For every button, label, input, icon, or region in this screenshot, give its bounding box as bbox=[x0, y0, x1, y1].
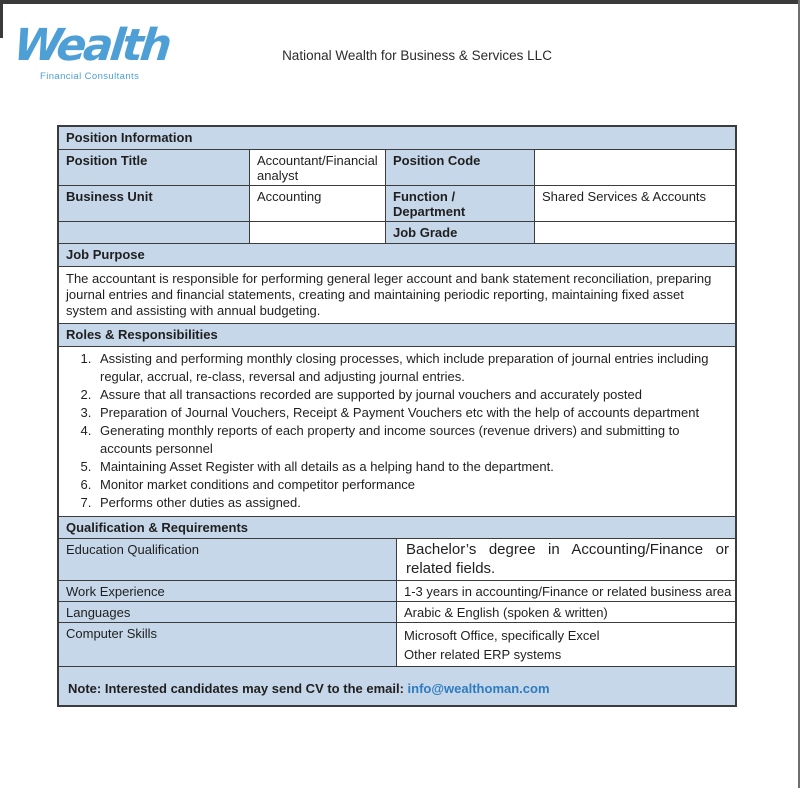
email-link[interactable]: info@wealthoman.com bbox=[407, 681, 550, 696]
logo-tagline: Financial Consultants bbox=[40, 71, 140, 83]
qual-label-computer-skills: Computer Skills bbox=[59, 623, 396, 666]
responsibility-item: 5. Maintaining Asset Register with all details as a helping hand to the department. bbox=[95, 458, 727, 476]
footer-note-label: Note: Interested candidates may send CV to the email: bbox=[68, 681, 404, 696]
table-row bbox=[59, 538, 735, 580]
table-row bbox=[59, 580, 735, 601]
section-title: Roles & Responsibilities bbox=[59, 324, 735, 346]
scan-edge-top bbox=[0, 0, 800, 4]
qual-value-work-experience: 1-3 years in accounting/Finance or related business area bbox=[396, 581, 739, 601]
field-label-position-code: Position Code bbox=[385, 150, 534, 185]
computer-skills-line-2: Other related ERP systems bbox=[404, 647, 562, 662]
responsibility-item: 2. Assure that all transactions recorded are supported by journal vouchers and accurately posted bbox=[95, 386, 727, 404]
table-row bbox=[59, 601, 735, 622]
section-title: Qualification & Requirements bbox=[59, 517, 735, 538]
field-value-position-code bbox=[534, 150, 739, 185]
table-row bbox=[59, 622, 735, 666]
field-value-function-department: Shared Services & Accounts bbox=[534, 186, 739, 221]
scan-edge-left bbox=[0, 0, 3, 38]
field-value-position-title: Accountant/Financial analyst bbox=[249, 150, 385, 185]
qual-value-languages: Arabic & English (spoken & written) bbox=[396, 602, 739, 622]
field-label-business-unit: Business Unit bbox=[59, 186, 249, 221]
field-value-job-grade bbox=[534, 222, 739, 243]
table-row bbox=[59, 185, 735, 221]
section-title: Position Information bbox=[59, 127, 735, 149]
qual-label-languages: Languages bbox=[59, 602, 396, 622]
job-description-table bbox=[57, 125, 737, 707]
field-value-business-unit: Accounting bbox=[249, 186, 385, 221]
responsibility-item: 4. Generating monthly reports of each property and income sources (revenue drivers) and submitting to accounts personnel bbox=[95, 422, 727, 458]
section-header-qualification-requirements bbox=[59, 516, 735, 538]
section-header-roles-responsibilities bbox=[59, 323, 735, 346]
field-label-job-grade: Job Grade bbox=[385, 222, 534, 243]
section-title: Job Purpose bbox=[59, 244, 735, 266]
computer-skills-line-1: Microsoft Office, specifically Excel bbox=[404, 628, 600, 643]
section-header-job-purpose bbox=[59, 243, 735, 266]
qual-value-computer-skills bbox=[396, 623, 739, 666]
qual-label-work-experience: Work Experience bbox=[59, 581, 396, 601]
table-row bbox=[59, 221, 735, 243]
responsibility-item: 7. Performs other duties as assigned. bbox=[95, 494, 727, 512]
field-label-function-department: Function / Department bbox=[385, 186, 534, 221]
responsibility-item: 6. Monitor market conditions and competitor performance bbox=[95, 476, 727, 494]
table-row bbox=[59, 266, 735, 323]
responsibilities-list bbox=[59, 347, 735, 516]
table-row bbox=[59, 149, 735, 185]
footer-note-row bbox=[59, 666, 735, 705]
section-header-position-information bbox=[59, 127, 735, 149]
empty-value-cell bbox=[249, 222, 385, 243]
empty-label-cell bbox=[59, 222, 249, 243]
qual-label-education: Education Qualification bbox=[59, 539, 396, 580]
job-purpose-text: The accountant is responsible for performing general leger account and bank statement reconciliation, preparing journal entries and financial statements, creating and maintaining periodic reporting, maintaining fixed asset system and assisting with annual budgeting. bbox=[66, 271, 712, 318]
logo-wordmark: Wealth bbox=[11, 20, 172, 71]
table-row bbox=[59, 346, 735, 516]
footer-note bbox=[59, 667, 735, 705]
qual-value-education: Bachelor’s degree in Accounting/Finance or related fields. bbox=[396, 539, 739, 580]
field-label-position-title: Position Title bbox=[59, 150, 249, 185]
document-title: National Wealth for Business & Services LLC bbox=[282, 48, 552, 63]
responsibility-item: 3. Preparation of Journal Vouchers, Receipt & Payment Vouchers etc with the help of accounts department bbox=[95, 404, 727, 422]
responsibility-item: 1. Assisting and performing monthly closing processes, which include preparation of journal entries including regular, accrual, re-class, reversal and adjusting journal entries. bbox=[95, 350, 727, 386]
